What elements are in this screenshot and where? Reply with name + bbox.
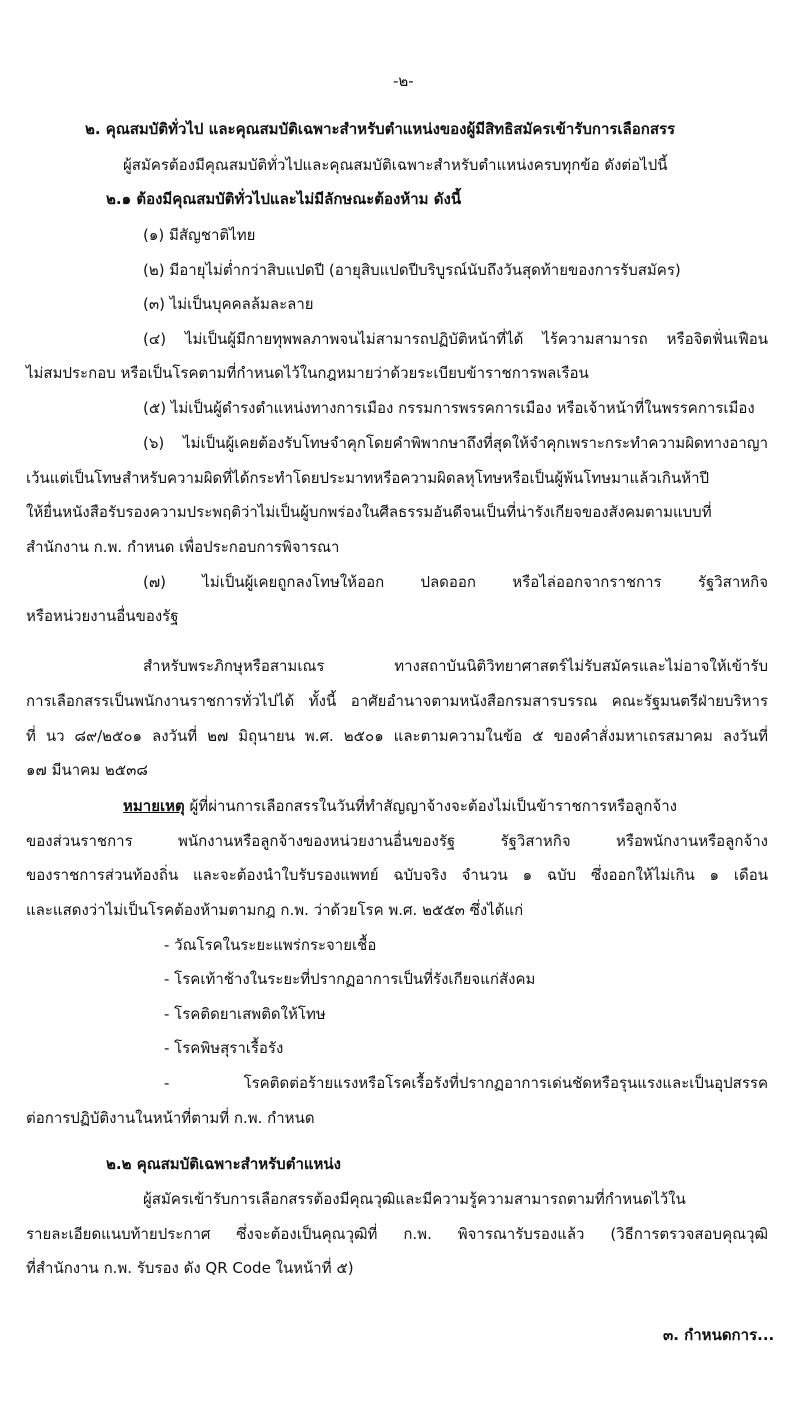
note-text: ผู้ที่ผ่านการเลือกสรรในวันที่ทำสัญญาจ้างจะต้องไม่เป็นข้าราชการหรือลูกจ้าง [189,797,677,815]
monk-paragraph-line-3: ที่ นว ๘๙/๒๕๐๑ ลงวันที่ ๒๗ มิถุนายน พ.ศ. ๒๕๐๑ และตามความในข้อ ๕ ของคำสั่งมหาเถรสมาคม ลงวันที่ [26,727,768,745]
item-4-line-2: ไม่สมประกอบ หรือเป็นโรคตามที่กำหนดไว้ในกฎหมายว่าด้วยระเบียบข้าราชการพลเรือน [26,364,589,382]
monk-paragraph-line-1: สำหรับพระภิกษุหรือสามเณร ทางสถาบันนิติวิทยาศาสตร์ไม่รับสมัครและไม่อาจให้เข้ารับ [143,657,768,675]
disease-item-4: - โรคพิษสุราเรื้อรัง [164,1039,284,1057]
section-2-2-line-2: รายละเอียดแนบท้ายประกาศ ซึ่งจะต้องเป็นคุณวุฒิที่ ก.พ. พิจารณารับรองแล้ว (วิธีการตรวจสอบคุณวุฒิ [26,1225,768,1243]
section-2-2-heading: ๒.๒ คุณสมบัติเฉพาะสำหรับตำแหน่ง [106,1155,342,1173]
item-2: (๒) มีอายุไม่ต่ำกว่าสิบแปดปี (อายุสิบแปดปีบริบูรณ์นับถึงวันสุดท้ายของการรับสมัคร) [143,261,681,279]
section-2-2-line-1: ผู้สมัครเข้ารับการเลือกสรรต้องมีคุณวุฒิและมีความรู้ความสามารถตามที่กำหนดไว้ใน [143,1190,686,1208]
disease-item-3: - โรคติดยาเสพติดให้โทษ [164,1005,326,1023]
item-4-line-1: (๔) ไม่เป็นผู้มีกายทุพพลภาพจนไม่สามารถปฏิบัติหน้าที่ได้ ไร้ความสามารถ หรือจิตฟั่นเฟือน [143,330,768,348]
disease-item-1: - วัณโรคในระยะแพร่กระจายเชื้อ [164,936,377,954]
item-3: (๓) ไม่เป็นบุคคลล้มละลาย [143,295,314,313]
note-line-4: และแสดงว่าไม่เป็นโรคต้องห้ามตามกฎ ก.พ. ว่าด้วยโรค พ.ศ. ๒๕๕๓ ซึ่งได้แก่ [26,901,524,919]
section-2-intro: ผู้สมัครต้องมีคุณสมบัติทั่วไปและคุณสมบัติเฉพาะสำหรับตำแหน่งครบทุกข้อ ดังต่อไปนี้ [123,156,668,174]
item-5: (๕) ไม่เป็นผู้ดำรงตำแหน่งทางการเมือง กรรมการพรรคการเมือง หรือเจ้าหน้าที่ในพรรคการเมือง [143,399,755,417]
note-line-1 [123,797,677,815]
section-2-heading: ๒. คุณสมบัติทั่วไป และคุณสมบัติเฉพาะสำหรับตำแหน่งของผู้มีสิทธิสมัครเข้ารับการเลือกสรร [85,120,676,138]
note-line-3: ของราชการส่วนท้องถิ่น และจะต้องนำใบรับรองแพทย์ ฉบับจริง จำนวน ๑ ฉบับ ซึ่งออกให้ไม่เกิน ๑ เดือน [26,866,768,884]
item-6-line-3: ให้ยื่นหนังสือรับรองความประพฤติว่าไม่เป็นผู้บกพร่องในศีลธรรมอันดีจนเป็นที่น่ารังเกียจของสังคมตามแบบที่ [26,503,712,521]
disease-item-2: - โรคเท้าช้างในระยะที่ปรากฏอาการเป็นที่รังเกียจแก่สังคม [164,970,536,988]
disease-item-5-line-1: - โรคติดต่อร้ายแรงหรือโรคเรื้อรังที่ปรากฏอาการเด่นชัดหรือรุนแรงและเป็นอุปสรรค [164,1074,768,1092]
section-2-2-line-3: ที่สำนักงาน ก.พ. รับรอง ดัง QR Code ในหน้าที่ ๕) [26,1259,354,1277]
item-6-line-1: (๖) ไม่เป็นผู้เคยต้องรับโทษจำคุกโดยคำพิพากษาถึงที่สุดให้จำคุกเพราะกระทำความผิดทางอาญา [143,434,768,452]
disease-item-5-line-2: ต่อการปฏิบัติงานในหน้าที่ตามที่ ก.พ. กำหนด [26,1109,315,1127]
note-line-2: ของส่วนราชการ พนักงานหรือลูกจ้างของหน่วยงานอื่นของรัฐ รัฐวิสาหกิจ หรือพนักงานหรือลูกจ้าง [26,832,768,850]
item-7-line-2: หรือหน่วยงานอื่นของรัฐ [26,607,179,625]
section-2-1-heading: ๒.๑ ต้องมีคุณสมบัติทั่วไปและไม่มีลักษณะต้องห้าม ดังนี้ [106,190,462,208]
page-number: -๒- [393,72,414,90]
continuation-marker: ๓. กำหนดการ... [663,1326,775,1344]
item-6-line-4: สำนักงาน ก.พ. กำหนด เพื่อประกอบการพิจารณา [26,538,340,556]
item-7-line-1: (๗) ไม่เป็นผู้เคยถูกลงโทษให้ออก ปลดออก หรือไล่ออกจากราชการ รัฐวิสาหกิจ [143,573,768,591]
monk-paragraph-line-4: ๑๗ มีนาคม ๒๕๓๘ [26,761,148,779]
item-6-line-2: เว้นแต่เป็นโทษสำหรับความผิดที่ได้กระทำโดยประมาทหรือความผิดลหุโทษหรือเป็นผู้พ้นโทษมาแล้วเกินห้าปี [26,469,710,487]
item-1: (๑) มีสัญชาติไทย [143,226,256,244]
monk-paragraph-line-2: การเลือกสรรเป็นพนักงานราชการทั่วไปได้ ทั้งนี้ อาศัยอำนาจตามหนังสือกรมสารบรรณ คณะรัฐมนตรีฝ่ายบริหาร [26,692,768,710]
note-label: หมายเหตุ [123,797,185,815]
